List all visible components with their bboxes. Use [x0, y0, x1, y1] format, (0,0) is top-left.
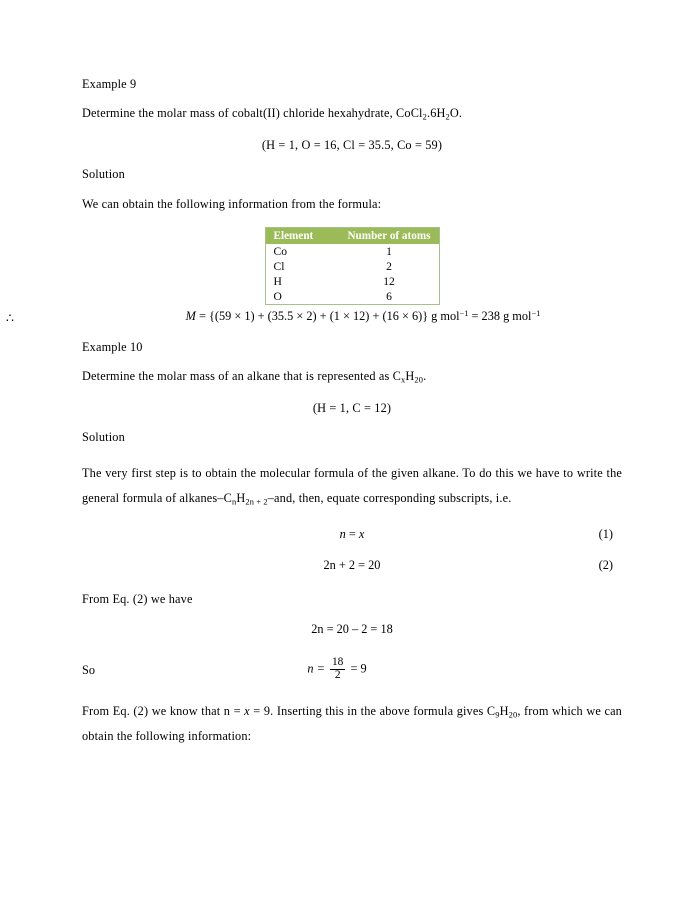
so-equation-row: [82, 657, 622, 683]
table-row: [265, 244, 439, 259]
example-10-question: Determine the molar mass of an alkane that is represented as $C_xH_{20}$.: [82, 369, 427, 385]
equation-1-row: [82, 527, 622, 542]
example-9-result-row: [6, 308, 622, 327]
cell-atom-count: 6: [340, 289, 440, 305]
cell-element: Cl: [265, 259, 340, 274]
so-label: So: [82, 663, 95, 678]
example-10-solution-label: Solution: [82, 430, 125, 445]
equation-1: n = x: [339, 526, 365, 541]
cell-atom-count: 2: [340, 259, 440, 274]
example-9-result-equation: M = {(59 × 1) + (35.5 × 2) + (1 × 12) + (16 × 6)} g mol$^{-1}$ = 238 g mol$^{-1}$: [185, 308, 541, 323]
atoms-table-wrapper: [82, 227, 622, 305]
equation-4: [82, 657, 622, 682]
equation-4-prefix: n =: [307, 661, 325, 676]
example-10-paragraph-1: The very first step is to obtain the molecular formula of the given alkane. To do this we have to write the general formula of alkanes–$C_nH_{2n + 2}$–and, then, equate corresponding subscripts, i.e.: [82, 465, 622, 507]
therefore-icon: ∴: [6, 310, 14, 325]
equation-3: 2n = 20 – 2 = 18: [311, 622, 393, 637]
table-row: [265, 259, 439, 274]
cell-atom-count: 12: [340, 274, 440, 289]
table-row: [265, 274, 439, 289]
equation-2: 2n + 2 = 20: [323, 557, 381, 572]
example-9-intro-text: We can obtain the following information from the formula:: [82, 196, 382, 211]
equation-4-suffix: = 9: [350, 661, 367, 676]
example-9-given-values: (H = 1, O = 16, Cl = 35.5, Co = 59): [261, 138, 443, 153]
table-header-number-of-atoms: Number of atoms: [340, 227, 440, 244]
document-content: [6, 77, 622, 755]
cell-element: H: [265, 274, 340, 289]
equation-3-row: [82, 622, 622, 637]
equation-2-row: [82, 558, 622, 573]
example-10-given-values: (H = 1, C = 12): [312, 400, 392, 415]
example-9-question: Determine the molar mass of cobalt(II) chloride hexahydrate, $CoCl_2.6H_2O$.: [82, 106, 463, 122]
example-10-paragraph-2: From Eq. (2) we know that n = x = 9. Inserting this in the above formula gives $C_9H_{20}$, from which we can obtain the following information:: [82, 704, 622, 744]
cell-atom-count: 1: [340, 244, 440, 259]
table-header-row: [265, 227, 439, 244]
cell-element: Co: [265, 244, 340, 259]
equation-1-number: (1): [598, 526, 613, 541]
example-9-solution-label: Solution: [82, 167, 125, 182]
fraction-18-over-2: [330, 657, 345, 682]
table-header-element: Element: [265, 227, 340, 244]
equation-2-number: (2): [598, 557, 613, 572]
example-10-heading: Example 10: [82, 339, 143, 354]
cell-element: O: [265, 289, 340, 305]
table-row: [265, 289, 439, 305]
example-9-heading: Example 9: [82, 77, 137, 91]
fraction-numerator: 18: [331, 656, 344, 669]
from-eq-2-text: From Eq. (2) we have: [82, 591, 193, 606]
atoms-table: [265, 227, 440, 305]
fraction-denominator: 2: [334, 669, 341, 682]
